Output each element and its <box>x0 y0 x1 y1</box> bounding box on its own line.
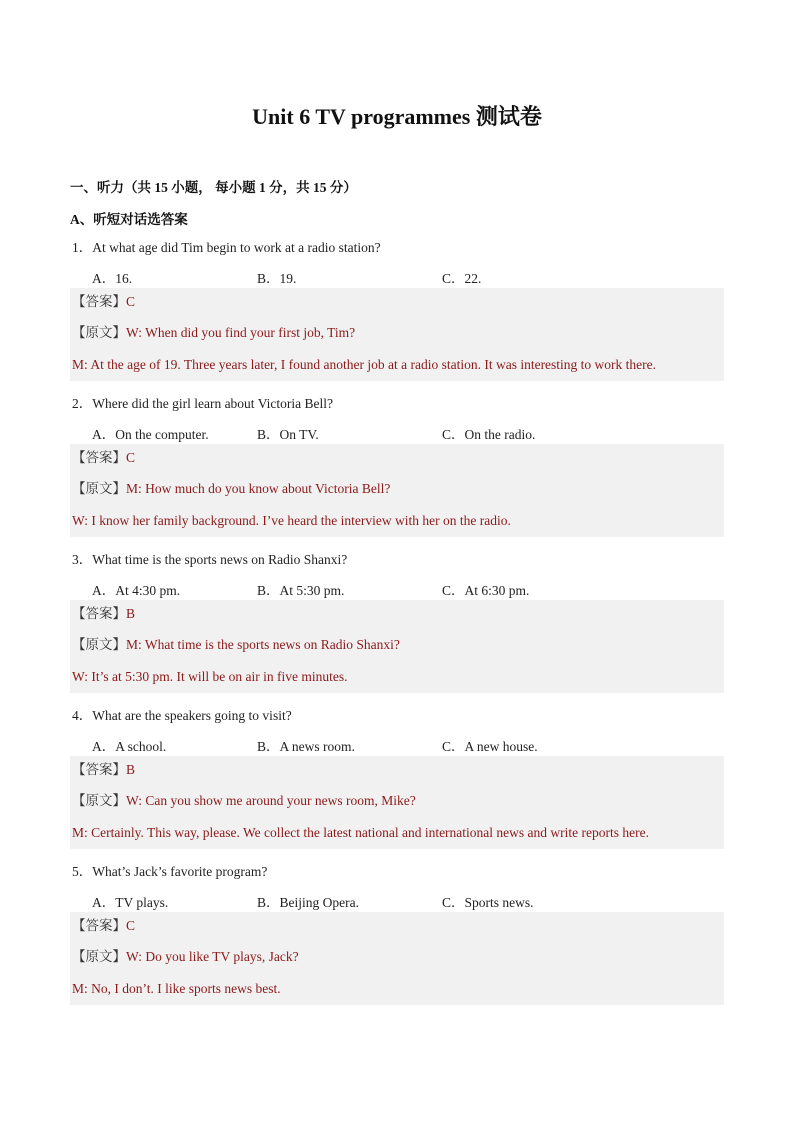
answer-value: C <box>126 450 136 465</box>
answer-value: C <box>126 294 136 309</box>
transcript-tag: 【原文】 <box>72 793 126 808</box>
option-b: B．At 5:30 pm. <box>257 583 345 598</box>
transcript-line <box>72 793 416 809</box>
option-c: C．At 6:30 pm. <box>442 583 530 598</box>
transcript-continuation: W: It’s at 5:30 pm. It will be on air in five minutes. <box>72 669 348 684</box>
answer-line <box>72 606 135 622</box>
transcript-tag: 【原文】 <box>72 325 126 340</box>
transcript-tag: 【原文】 <box>72 481 126 496</box>
option-c: C．22. <box>442 271 482 286</box>
answer-tag: 【答案】 <box>72 762 126 777</box>
answer-tag: 【答案】 <box>72 918 126 933</box>
transcript-continuation: M: No, I don’t. I like sports news best. <box>72 981 281 996</box>
option-a: A．A school. <box>92 739 167 754</box>
transcript-tag: 【原文】 <box>72 949 126 964</box>
page-title: Unit 6 TV programmes 测试卷 <box>252 104 542 129</box>
option-a: A．At 4:30 pm. <box>92 583 181 598</box>
answer-line <box>72 762 135 778</box>
transcript-continuation: W: I know her family background. I’ve heard the interview with her on the radio. <box>72 513 511 528</box>
option-a: A．16. <box>92 271 133 286</box>
option-c: C．On the radio. <box>442 427 536 442</box>
answer-line <box>72 294 135 310</box>
subsection-heading: A、听短对话选答案 <box>70 212 188 227</box>
answer-box <box>70 288 724 381</box>
answer-line <box>72 918 135 934</box>
answer-value: B <box>126 606 136 621</box>
answer-line <box>72 450 135 466</box>
answer-box <box>70 756 724 849</box>
answer-box <box>70 600 724 693</box>
question-text: 3．What time is the sports news on Radio Shanxi? <box>72 552 348 567</box>
option-b: B．On TV. <box>257 427 319 442</box>
section-heading: 一、听力（共 15 小题， 每小题 1 分，共 15 分） <box>70 180 357 195</box>
transcript-line <box>72 637 400 653</box>
option-b: B．A news room. <box>257 739 355 754</box>
transcript-text: M: How much do you know about Victoria Bell? <box>126 481 391 496</box>
answer-tag: 【答案】 <box>72 450 126 465</box>
transcript-line <box>72 325 355 341</box>
option-a: A．TV plays. <box>92 895 169 910</box>
answer-box <box>70 912 724 1005</box>
transcript-text: W: Do you like TV plays, Jack? <box>126 949 299 964</box>
transcript-continuation: M: Certainly. This way, please. We collect the latest national and international news and write reports here. <box>72 825 649 840</box>
question-text: 5．What’s Jack’s favorite program? <box>72 864 268 879</box>
option-b: B．19. <box>257 271 297 286</box>
option-b: B．Beijing Opera. <box>257 895 359 910</box>
answer-value: C <box>126 918 136 933</box>
transcript-continuation: M: At the age of 19. Three years later, I found another job at a radio station. It was interesting to work there. <box>72 357 657 372</box>
question-text: 4．What are the speakers going to visit? <box>72 708 292 723</box>
answer-tag: 【答案】 <box>72 294 126 309</box>
option-c: C．A new house. <box>442 739 538 754</box>
answer-box <box>70 444 724 537</box>
question-text: 2．Where did the girl learn about Victoria Bell? <box>72 396 333 411</box>
option-c: C．Sports news. <box>442 895 534 910</box>
answer-value: B <box>126 762 136 777</box>
transcript-text: W: When did you find your first job, Tim? <box>126 325 356 340</box>
transcript-text: M: What time is the sports news on Radio Shanxi? <box>126 637 400 652</box>
option-a: A．On the computer. <box>92 427 209 442</box>
transcript-text: W: Can you show me around your news room, Mike? <box>126 793 416 808</box>
transcript-line <box>72 949 299 965</box>
transcript-line <box>72 481 390 497</box>
answer-tag: 【答案】 <box>72 606 126 621</box>
transcript-tag: 【原文】 <box>72 637 126 652</box>
question-text: 1．At what age did Tim begin to work at a radio station? <box>72 240 381 255</box>
